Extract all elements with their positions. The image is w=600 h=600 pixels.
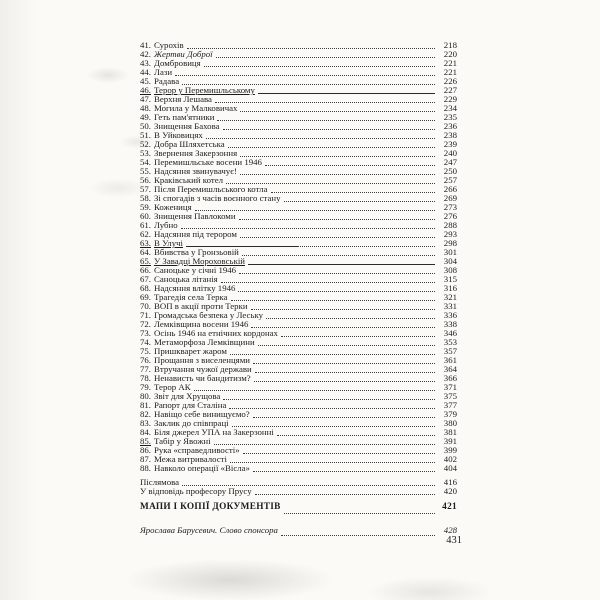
dot-leader <box>182 485 435 486</box>
toc-entry-page: 346 <box>443 328 457 338</box>
toc-entry-title: Табір у Явожні <box>154 436 211 446</box>
dot-leader <box>230 462 435 463</box>
toc-entry-title: У відповідь професору Прусу <box>140 486 252 496</box>
table-of-contents <box>140 41 457 537</box>
toc-entry-page: 288 <box>443 220 457 230</box>
toc-entry-page: 276 <box>443 211 457 221</box>
dot-leader <box>204 66 435 67</box>
toc-entry-page: 236 <box>443 121 457 131</box>
toc-entry-number: 53. <box>140 148 151 158</box>
dot-leader <box>258 93 435 94</box>
toc-entry-page: 391 <box>443 436 457 446</box>
toc-entry-page: 377 <box>443 400 457 410</box>
toc-row <box>140 68 457 77</box>
toc-entry-title: Сурохів <box>154 40 184 50</box>
toc-entry-title: Після Перемишльського котла <box>154 184 268 194</box>
dot-leader <box>228 147 435 148</box>
toc-entry-page: 218 <box>443 40 457 50</box>
toc-entry-number: 86. <box>140 445 151 455</box>
toc-entry-title: Осінь 1946 на етнічних кордонах <box>154 328 278 338</box>
dot-leader <box>284 513 435 514</box>
toc-entry-page: 247 <box>443 157 457 167</box>
toc-entry-page: 421 <box>442 502 457 512</box>
toc-entry-page: 399 <box>443 445 457 455</box>
toc-entry-number: 82. <box>140 409 151 419</box>
toc-entry-number: 77. <box>140 364 151 374</box>
toc-row <box>140 212 457 221</box>
toc-entry-number: 51. <box>140 130 151 140</box>
toc-entry-title: Пришкварет жаром <box>154 346 227 356</box>
toc-entry-number: 79. <box>140 382 151 392</box>
dot-leader <box>242 255 435 256</box>
toc-entry-page: 381 <box>443 427 457 437</box>
dot-leader <box>182 84 435 85</box>
dot-leader <box>187 48 435 49</box>
dot-leader <box>253 363 435 364</box>
toc-row <box>140 464 457 473</box>
toc-entry-number: 48. <box>140 103 151 113</box>
toc-entry-title: Рука «справедливості» <box>154 445 240 455</box>
toc-entry-number: 59. <box>140 202 151 212</box>
toc-entry-number: 76. <box>140 355 151 365</box>
toc-entry-number: 42. <box>140 49 151 59</box>
toc-entry-number: 54. <box>140 157 151 167</box>
toc-entry-page: 371 <box>443 382 457 392</box>
dot-leader <box>223 399 435 400</box>
toc-entry-page: 220 <box>443 49 457 59</box>
toc-entry-page: 375 <box>443 391 457 401</box>
dot-leader <box>221 282 435 283</box>
toc-entry-number: 73. <box>140 328 151 338</box>
toc-entry-page: 227 <box>443 85 457 95</box>
toc-entry-number: 70. <box>140 301 151 311</box>
dot-leader <box>243 453 435 454</box>
toc-entry-title: ВОП в акції проти Терки <box>154 301 248 311</box>
toc-entry-title: Жертви Доброї <box>154 49 213 59</box>
dot-leader <box>240 174 435 175</box>
dot-leader <box>271 192 435 193</box>
toc-entry-number: 66. <box>140 265 151 275</box>
toc-entry-page: 404 <box>443 463 457 473</box>
toc-entry-page: 250 <box>443 166 457 176</box>
dot-leader <box>258 345 435 346</box>
toc-entry-page: 221 <box>443 58 457 68</box>
toc-entry-title: Навіщо себе винищуємо? <box>154 409 250 419</box>
toc-entry-number: 49. <box>140 112 151 122</box>
toc-entry-title: Терор АК <box>154 382 191 392</box>
dot-leader <box>206 138 435 139</box>
toc-entry-page: 239 <box>443 139 457 149</box>
toc-entry-page: 221 <box>443 67 457 77</box>
toc-entry-number: 61. <box>140 220 151 230</box>
closing-list <box>140 478 457 496</box>
toc-entry-title: Метаморфоза Лемківщини <box>154 337 255 347</box>
toc-entry-page: 235 <box>443 112 457 122</box>
toc-entry-number: 55. <box>140 166 151 176</box>
toc-entry-page: 293 <box>443 229 457 239</box>
dot-leader <box>284 201 436 202</box>
toc-entry-number: 52. <box>140 139 151 149</box>
toc-entry-title: Прощання з виселенцями <box>154 355 250 365</box>
toc-entry-page: 315 <box>443 274 457 284</box>
dot-leader <box>239 273 435 274</box>
dot-leader <box>217 120 435 121</box>
dot-leader <box>277 435 435 436</box>
toc-entry-number: 56. <box>140 175 151 185</box>
toc-entry-title: У Завадці Мороховській <box>154 256 245 266</box>
toc-entry-number: 85. <box>140 436 151 446</box>
toc-entry-number: 65. <box>140 256 151 266</box>
toc-entry-title: Добра Шляхетська <box>154 139 225 149</box>
toc-entry-number: 47. <box>140 94 151 104</box>
toc-entry-title: Ненависть чи бандитизм? <box>154 373 251 383</box>
dot-leader <box>253 471 435 472</box>
toc-entry-number: 74. <box>140 337 151 347</box>
toc-entry-page: 229 <box>443 94 457 104</box>
toc-entry-number: 75. <box>140 346 151 356</box>
toc-entry-page: 402 <box>443 454 457 464</box>
toc-entry-title: Терор у Перемишльському <box>154 85 255 95</box>
toc-row <box>140 487 457 496</box>
toc-entry-number: 60. <box>140 211 151 221</box>
toc-entry-page: 316 <box>443 283 457 293</box>
toc-entry-page: 379 <box>443 409 457 419</box>
toc-entry-number: 58. <box>140 193 151 203</box>
toc-entry-title: Домбровиця <box>154 58 201 68</box>
dot-leader <box>223 129 435 130</box>
toc-entry-title: Перемишльське восени 1946 <box>154 157 262 167</box>
toc-entry-number: 46. <box>140 85 151 95</box>
dot-leader <box>215 102 435 103</box>
toc-row <box>140 59 457 68</box>
toc-entry-page: 298 <box>443 238 457 248</box>
dot-leader <box>194 390 435 391</box>
dot-leader <box>254 381 435 382</box>
dot-leader <box>266 318 435 319</box>
toc-entry-title: Навколо операції «Вісла» <box>154 463 250 473</box>
toc-entry-page: 338 <box>443 319 457 329</box>
toc-row <box>140 503 457 515</box>
toc-entry-number: 57. <box>140 184 151 194</box>
toc-entry-number: 78. <box>140 373 151 383</box>
dot-leader <box>226 183 435 184</box>
toc-entry-page: 428 <box>443 525 457 535</box>
toc-entry-title: В Уйковицях <box>154 130 203 140</box>
toc-entry-number: 87. <box>140 454 151 464</box>
toc-entry-page: 416 <box>443 477 457 487</box>
sponsor-entry-title: Ярослава Барусевич. Слово спонсора <box>140 525 278 535</box>
toc-entry-title: Зі спогадів з часів воєнного стану <box>154 193 281 203</box>
dot-leader <box>265 165 435 166</box>
toc-entry-number: 71. <box>140 310 151 320</box>
toc-entry-title: В Улучі <box>154 238 183 248</box>
toc-entry-title: Післямова <box>140 477 180 487</box>
toc-entry-title: Надсяння влітку 1946 <box>154 283 236 293</box>
toc-entry-title: Кожениця <box>154 202 192 212</box>
toc-entry-page: 226 <box>443 76 457 86</box>
toc-row <box>140 230 457 239</box>
toc-entry-title: Рапорт для Сталіна <box>154 400 227 410</box>
toc-entry-title: Лази <box>154 67 173 77</box>
dot-leader <box>240 111 435 112</box>
dot-leader <box>239 219 435 220</box>
dot-leader <box>229 408 435 409</box>
toc-entry-number: 43. <box>140 58 151 68</box>
toc-entry-title: Надсяння звинувачує! <box>154 166 237 176</box>
toc-entry-number: 63. <box>140 238 151 248</box>
toc-entry-title: Саноцька літанія <box>154 274 218 284</box>
toc-entry-number: 64. <box>140 247 151 257</box>
toc-entry-title: Верхня Лешава <box>154 94 212 104</box>
toc-entry-page: 420 <box>443 486 457 496</box>
dot-leader <box>181 228 435 229</box>
toc-entry-page: 304 <box>443 256 457 266</box>
page-number: 431 <box>446 535 462 546</box>
toc-entry-page: 353 <box>443 337 457 347</box>
toc-entry-page: 380 <box>443 418 457 428</box>
toc-entry-title: Знищення Павлокоми <box>154 211 236 221</box>
toc-entry-title: Геть пам'ятники <box>154 112 215 122</box>
toc-entry-page: 361 <box>443 355 457 365</box>
toc-entry-page: 240 <box>443 148 457 158</box>
dot-leader <box>251 327 435 328</box>
toc-entry-number: 67. <box>140 274 151 284</box>
toc-entry-page: 336 <box>443 310 457 320</box>
toc-entry-page: 273 <box>443 202 457 212</box>
toc-entry-number: 72. <box>140 319 151 329</box>
toc-entry-number: 50. <box>140 121 151 131</box>
toc-entry-title: Знищення Бахова <box>154 121 220 131</box>
toc-entry-page: 238 <box>443 130 457 140</box>
toc-entry-page: 364 <box>443 364 457 374</box>
dot-leader <box>255 372 435 373</box>
toc-entry-page: 266 <box>443 184 457 194</box>
toc-row <box>140 239 457 248</box>
toc-entry-title: Радава <box>154 76 180 86</box>
toc-entry-title: Лемківщина восени 1946 <box>154 319 249 329</box>
dot-leader <box>240 156 435 157</box>
toc-entry-title: Трагедія села Терка <box>154 292 228 302</box>
dot-leader <box>253 417 435 418</box>
toc-entry-page: 357 <box>443 346 457 356</box>
toc-entry-page: 366 <box>443 373 457 383</box>
toc-entry-page: 269 <box>443 193 457 203</box>
toc-entry-number: 44. <box>140 67 151 77</box>
dot-leader <box>195 210 435 211</box>
dot-leader <box>238 291 435 292</box>
toc-entry-page: 308 <box>443 265 457 275</box>
dot-leader <box>281 336 435 337</box>
toc-entry-title: Надсяння під терором <box>154 229 237 239</box>
dot-leader <box>175 75 435 76</box>
dot-leader <box>240 237 435 238</box>
toc-entry-page: 321 <box>443 292 457 302</box>
toc-entry-title: Звернення Закерзоння <box>154 148 238 158</box>
dot-leader <box>230 354 435 355</box>
toc-entry-page: 234 <box>443 103 457 113</box>
toc-entry-title: Звіт для Хрущова <box>154 391 221 401</box>
dot-leader <box>186 246 435 247</box>
section-header-title: МАПИ І КОПІЇ ДОКУМЕНТІВ <box>140 502 281 512</box>
toc-entry-page: 301 <box>443 247 457 257</box>
toc-entry-title: Саноцьке у січні 1946 <box>154 265 237 275</box>
toc-entry-title: Краківський котел <box>154 175 224 185</box>
toc-entry-title: Вбивства у Гронзьовій <box>154 247 239 257</box>
toc-entry-title: Межа витривалості <box>154 454 227 464</box>
dot-leader <box>232 426 435 427</box>
chapter-list <box>140 41 457 473</box>
toc-entry-number: 83. <box>140 418 151 428</box>
toc-entry-title: Могила у Малковичах <box>154 103 238 113</box>
dot-leader <box>214 444 435 445</box>
toc-entry-number: 62. <box>140 229 151 239</box>
toc-entry-number: 84. <box>140 427 151 437</box>
toc-entry-number: 68. <box>140 283 151 293</box>
toc-entry-number: 45. <box>140 76 151 86</box>
toc-entry-title: Лубно <box>154 220 178 230</box>
toc-entry-title: Втручання чужої держави <box>154 364 252 374</box>
dot-leader <box>248 264 435 265</box>
toc-entry-number: 41. <box>140 40 151 50</box>
dot-leader <box>251 309 435 310</box>
toc-entry-number: 81. <box>140 400 151 410</box>
toc-entry-number: 88. <box>140 463 151 473</box>
toc-entry-title: Громадська безпека у Леську <box>154 310 264 320</box>
toc-entry-page: 331 <box>443 301 457 311</box>
toc-entry-title: Біля джерел УПА на Закерзонні <box>154 427 274 437</box>
toc-entry-title: Заклик до співпраці <box>154 418 229 428</box>
dot-leader <box>231 300 435 301</box>
dot-leader <box>255 494 435 495</box>
toc-entry-number: 80. <box>140 391 151 401</box>
toc-entry-number: 69. <box>140 292 151 302</box>
dot-leader <box>216 57 435 58</box>
toc-entry-page: 257 <box>443 175 457 185</box>
